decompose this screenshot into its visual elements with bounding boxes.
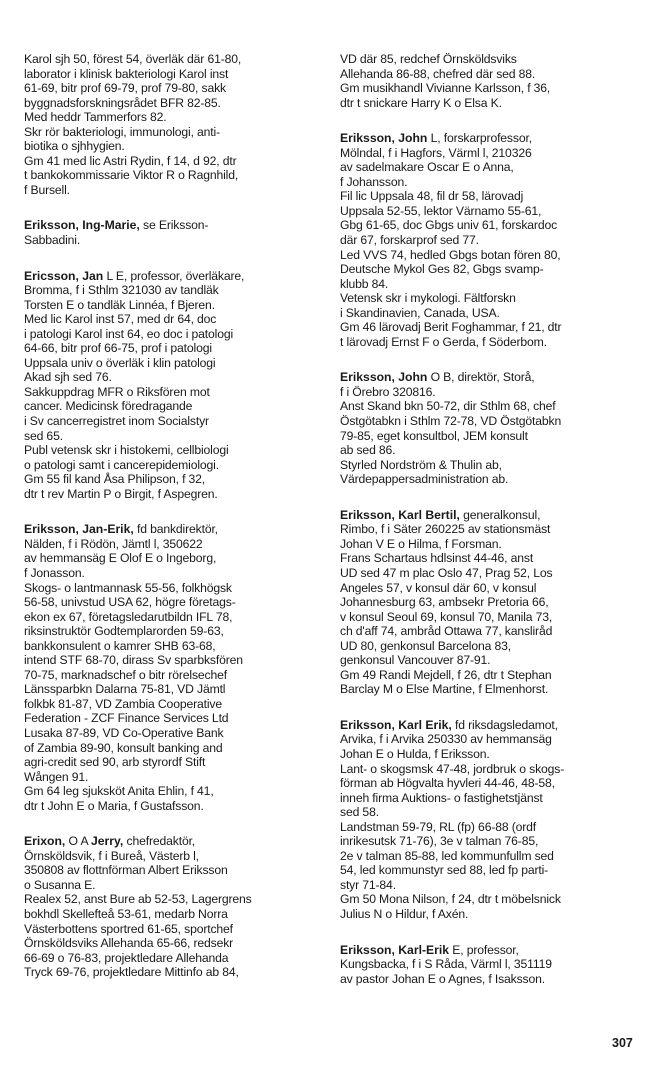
entry-line — [24, 595, 320, 610]
biography-entry — [340, 131, 650, 349]
entry-text: 66-69 o 76-83, projektledare Allehanda — [24, 950, 229, 965]
entry-text: i Skandinavien, Canada, USA. — [340, 305, 500, 320]
entry-text: folkbk 81-87, VD Zambia Cooperative — [24, 696, 222, 711]
entry-text: generalkonsul, — [459, 507, 541, 522]
entry-line — [340, 957, 650, 972]
entry-line — [340, 320, 650, 335]
entry-name: Eriksson, John — [340, 131, 428, 146]
entry-line — [24, 624, 320, 639]
entry-line — [24, 168, 320, 183]
entry-text: E, professor, — [449, 942, 519, 957]
entry-line — [340, 732, 650, 747]
entry-text: Länssparbkn Dalarna 75-81, VD Jämtl — [24, 682, 226, 697]
entry-text: L, forskarprofessor, — [427, 131, 532, 146]
entry-line — [340, 747, 650, 762]
entry-line — [340, 335, 650, 350]
biography-entry — [24, 522, 320, 813]
entry-text: Allehanda 86-88, chefred där sed 88. — [340, 66, 536, 81]
entry-text: bokhdl Skellefteå 53-61, medarb Norra — [24, 906, 228, 921]
entry-text: ch d'aff 74, ambråd Ottawa 77, kanslіråd — [340, 624, 553, 639]
entry-text: Johannesburg 63, ambsekr Pretoria 66, — [340, 595, 549, 610]
entry-text: intend STF 68-70, dirass Sv sparbksfören — [24, 653, 243, 668]
entry-text: 70-75, marknadschef o bitr rörelsechef — [24, 667, 227, 682]
entry-line — [24, 755, 320, 770]
entry-text: 2e v talman 85-88, led kommunfullm sed — [340, 848, 554, 863]
entry-line — [340, 595, 650, 610]
entry-text: byggnadsforskningsrådet BFR 82-85. — [24, 95, 221, 110]
entry-text: Örnsköldsviks Allehanda 65-66, redsekr — [24, 936, 234, 951]
entry-line — [24, 936, 320, 951]
entry-line — [340, 131, 650, 146]
entry-line — [24, 726, 320, 741]
entry-line — [340, 146, 650, 161]
entry-line — [340, 370, 650, 385]
entry-line — [340, 892, 650, 907]
entry-text: o patologi samt i cancerepidemiologi. — [24, 457, 219, 472]
entry-text: chefredaktör, — [123, 834, 196, 849]
entry-text: riksinstruktör Godtemplarorden 59-63, — [24, 624, 224, 639]
entry-line — [24, 269, 320, 284]
entry-text: förman ab Högvalta hyvleri 44-46, 48-58, — [340, 776, 555, 791]
entry-text: i patologi Karol inst 64, eo doc i patologi — [24, 326, 234, 341]
entry-text: Gm 55 fil kand Åsa Philipson, f 32, — [24, 472, 206, 487]
entry-line — [24, 711, 320, 726]
entry-line — [340, 943, 650, 958]
entry-line — [24, 951, 320, 966]
entry-text: Värdepappersadministration ab. — [340, 472, 509, 487]
entry-line — [340, 175, 650, 190]
entry-line — [24, 682, 320, 697]
entry-text: Skr rör bakteriologi, immunologi, anti- — [24, 124, 220, 139]
entry-text: Rimbo, f i Säter 260225 av stationsmäst — [340, 522, 551, 537]
entry-line — [340, 472, 650, 487]
entry-text: Med heddr Tammerfors 82. — [24, 110, 167, 125]
entry-line — [24, 892, 320, 907]
entry-text: Vetensk skr i mykologi. Fältforskn — [340, 291, 516, 306]
entry-line — [24, 537, 320, 552]
entry-text: Gm 49 Randi Mejdell, f 26, dtr t Stephan — [340, 667, 552, 682]
entry-line — [340, 668, 650, 683]
entry-line — [340, 96, 650, 111]
entry-line — [24, 770, 320, 785]
entry-text: Gm musikhandl Vivianne Karlsson, f 36, — [340, 81, 551, 96]
entry-line — [24, 741, 320, 756]
entry-line — [24, 639, 320, 654]
entry-line — [340, 458, 650, 473]
entry-text: t bankokommissarie Viktor R o Ragnhild, — [24, 168, 239, 183]
entry-text: f Jonasson. — [24, 565, 85, 580]
entry-text: Realex 52, anst Bure ab 52-53, Lagergrens — [24, 892, 252, 907]
entry-line — [24, 183, 320, 198]
biography-entry — [340, 718, 650, 922]
entry-line — [24, 849, 320, 864]
entry-line — [340, 805, 650, 820]
entry-text: O B, direktör, Storå, — [427, 370, 535, 385]
entry-text: av sadelmakare Oscar E o Anna, — [340, 160, 514, 175]
entry-line — [340, 306, 650, 321]
entry-text: t lärovadj Ernst F o Gerda, f Söderbom. — [340, 334, 547, 349]
entry-line — [340, 878, 650, 893]
entry-line — [340, 218, 650, 233]
entry-text: Torsten E o tandläk Linnéa, f Bjeren. — [24, 297, 215, 312]
entry-line — [24, 139, 320, 154]
entry-line — [24, 458, 320, 473]
entry-text: UD sed 47 m plac Oslo 47, Prag 52, Los — [340, 565, 553, 580]
entry-line — [24, 429, 320, 444]
entry-text: Gbg 61-65, doc Gbgs univ 61, forskardoc — [340, 218, 558, 233]
entry-text: L E, professor, överläkare, — [103, 268, 245, 283]
entry-text: UD 80, genkonsul Barcelona 83, — [340, 638, 511, 653]
entry-text: Bromma, f i Sthlm 321030 av tandläk — [24, 283, 219, 298]
entry-text: dtr t John E o Maria, f Gustafsson. — [24, 798, 204, 813]
entry-line — [24, 96, 320, 111]
entry-line — [24, 878, 320, 893]
entry-text: Gm 46 lärovadj Berit Foghammar, f 21, dtr — [340, 320, 562, 335]
entry-text: bankkonsulent o kamrer SHB 63-68, — [24, 638, 216, 653]
entry-line — [340, 820, 650, 835]
entry-text: Gm 41 med lic Astri Rydin, f 14, d 92, dtr — [24, 153, 237, 168]
entry-text: Fil lic Uppsala 48, fil dr 58, lärovadj — [340, 189, 524, 204]
entry-text: styr 71-84. — [340, 877, 396, 892]
entry-line — [340, 581, 650, 596]
entry-text: O A — [65, 834, 91, 849]
entry-text: Karol sjh 50, förest 54, överläk där 61-80, — [24, 52, 242, 66]
entry-line — [24, 581, 320, 596]
entry-text: Deutsche Mykol Ges 82, Gbgs svamp- — [340, 262, 544, 277]
entry-text: 54, led kommunstyr sed 88, led fp parti- — [340, 863, 549, 878]
entry-text: genkonsul Vancouver 87-91. — [340, 653, 491, 668]
entry-line — [24, 784, 320, 799]
entry-text: 61-69, bitr prof 69-79, prof 79-80, sakk — [24, 81, 226, 96]
entry-line — [340, 653, 650, 668]
entry-name: Eriksson, Ing-Marie, — [24, 218, 140, 233]
biography-entry — [340, 943, 650, 987]
entry-line — [24, 327, 320, 342]
entry-line — [340, 81, 650, 96]
entry-text: ekon ex 67, företagsledarutbildn IFL 78, — [24, 609, 233, 624]
entry-text: Skogs- o lantmannask 55-56, folkhögsk — [24, 580, 232, 595]
entry-line — [340, 849, 650, 864]
entry-text: 350808 av flottnförman Albert Eriksson — [24, 863, 228, 878]
entry-line — [340, 189, 650, 204]
entry-text: Angeles 57, v konsul där 60, v konsul — [340, 580, 537, 595]
biography-entry — [340, 370, 650, 486]
entry-text: Lant- o skogsmsk 47-48, jordbruk o skogs- — [340, 761, 565, 776]
entry-line — [340, 682, 650, 697]
entry-line — [340, 776, 650, 791]
entry-name: Eriksson, John — [340, 370, 428, 385]
entry-line — [24, 385, 320, 400]
entry-text: Uppsala univ o överläk i klin patologi — [24, 355, 216, 370]
page-number: 307 — [612, 1036, 633, 1050]
entry-text: Nälden, f i Rödön, Jämtl l, 350622 — [24, 536, 203, 551]
entry-text: Publ vetensk skr i histokemi, cellbiologi — [24, 443, 229, 458]
entry-line — [24, 312, 320, 327]
entry-name: Erixon, — [24, 834, 66, 849]
entry-text: Örnsköldsvik, f i Bureå, Västerb l, — [24, 848, 199, 863]
entry-text: cancer. Medicinsk föredragande — [24, 399, 193, 414]
entry-text: Johan V E o Hilma, f Forsman. — [340, 536, 502, 551]
entry-line — [24, 566, 320, 581]
entry-line — [24, 283, 320, 298]
entry-line — [24, 551, 320, 566]
entry-text: Wången 91. — [24, 769, 89, 784]
entry-text: Julius N o Hildur, f Axén. — [340, 906, 469, 921]
entry-text: Arvika, f i Arvika 250330 av hemmansäg — [340, 732, 552, 747]
entry-name: Eriksson, Karl Erik, — [340, 717, 452, 732]
entry-line — [340, 277, 650, 292]
entry-text: 56-58, univstud USA 62, högre företags- — [24, 595, 236, 610]
entry-line — [24, 443, 320, 458]
entry-line — [340, 204, 650, 219]
entry-line — [24, 125, 320, 140]
entry-line — [340, 262, 650, 277]
biography-entry — [24, 269, 320, 502]
entry-line — [340, 443, 650, 458]
entry-text: Östgötabkn i Sthlm 72-78, VD Östgötabkn — [340, 414, 562, 429]
entry-line — [24, 218, 320, 233]
entry-text: Sakkuppdrag MFR o Riksfören mot — [24, 384, 210, 399]
entry-line — [340, 907, 650, 922]
entry-text: Johan E o Hulda, f Eriksson. — [340, 746, 490, 761]
biography-entry — [24, 834, 320, 979]
entry-text: Sabbadini. — [24, 233, 81, 248]
entry-line — [24, 414, 320, 429]
entry-line — [24, 356, 320, 371]
entry-line — [24, 472, 320, 487]
entry-text: i Sv cancerregistret inom Socialstyr — [24, 414, 209, 429]
entry-text: Lusaka 87-89, VD Co-Operative Bank — [24, 725, 224, 740]
entry-text: biotika o sjhhygien. — [24, 139, 125, 154]
entry-line — [340, 52, 650, 67]
entry-line — [24, 522, 320, 537]
entry-line — [340, 863, 650, 878]
entry-line — [24, 487, 320, 502]
entry-line — [340, 522, 650, 537]
entry-line — [340, 399, 650, 414]
entry-text: där 67, forskarprof sed 77. — [340, 233, 479, 248]
entry-line — [24, 233, 320, 248]
entry-line — [24, 67, 320, 82]
entry-line — [340, 762, 650, 777]
entry-text: Akad sjh sed 76. — [24, 370, 112, 385]
entry-text: v konsul Seoul 69, konsul 70, Manila 73, — [340, 609, 553, 624]
entry-name: Jerry, — [90, 834, 124, 849]
entry-line — [340, 718, 650, 733]
entry-text: f Johansson. — [340, 174, 408, 189]
entry-line — [24, 668, 320, 683]
entry-line — [24, 341, 320, 356]
entry-text: Barclay M o Else Martine, f Elmenhorst. — [340, 682, 549, 697]
entry-text: Federation - ZCF Finance Services Ltd — [24, 711, 229, 726]
entry-text: inrikesutsk 71-76), 3e v talman 76-85, — [340, 834, 539, 849]
entry-text: 79-85, eget konsultbol, JEM konsult — [340, 428, 528, 443]
entry-text: f Bursell. — [24, 182, 70, 197]
entry-text: Mölndal, f i Hagfors, Värml l, 210326 — [340, 145, 532, 160]
entry-text: fd bankdirektör, — [133, 522, 218, 537]
right-column — [340, 52, 650, 1007]
entry-text: agri-credit sed 90, arb styrordf Stift — [24, 755, 206, 770]
entry-text: Gm 64 leg sjuksköt Anita Ehlin, f 41, — [24, 784, 214, 799]
entry-line — [24, 110, 320, 125]
entry-line — [340, 160, 650, 175]
entry-line — [340, 972, 650, 987]
entry-text: f i Örebro 320816. — [340, 384, 436, 399]
entry-name: Ericsson, Jan — [24, 268, 104, 283]
entry-line — [24, 653, 320, 668]
entry-line — [340, 624, 650, 639]
entry-line — [340, 248, 650, 263]
entry-text: Tryck 69-76, projektledare Mittinfo ab 84, — [24, 965, 239, 980]
entry-line — [340, 791, 650, 806]
entry-line — [24, 81, 320, 96]
entry-text: 64-66, bitr prof 66-75, prof i patologi — [24, 341, 212, 356]
biography-entry — [340, 508, 650, 697]
entry-text: Gm 50 Mona Nilson, f 24, dtr t möbelsnick — [340, 892, 561, 907]
entry-text: Landstman 59-79, RL (fp) 66-88 (ordf — [340, 819, 537, 834]
left-column — [24, 52, 320, 1001]
entry-line — [340, 233, 650, 248]
entry-text: klubb 84. — [340, 276, 389, 291]
entry-text: VD där 85, redchef Örnsköldsviks — [340, 52, 517, 66]
entry-line — [24, 965, 320, 980]
entry-name: Eriksson, Karl Bertil, — [340, 507, 460, 522]
entry-line — [340, 834, 650, 849]
entry-line — [24, 834, 320, 849]
entry-text: Styrled Nordström & Thulin ab, — [340, 457, 502, 472]
entry-text: ab sed 86. — [340, 443, 396, 458]
entry-text: laborator i klinisk bakteriologi Karol inst — [24, 66, 229, 81]
entry-text: of Zambia 89-90, konsult banking and — [24, 740, 223, 755]
entry-text: fd riksdagsledamot, — [451, 717, 558, 732]
entry-text: inneh firma Auktions- o fastighetstjänst — [340, 790, 543, 805]
entry-text: sed 58. — [340, 805, 379, 820]
biography-entry — [24, 52, 320, 197]
entry-line — [340, 291, 650, 306]
entry-line — [24, 399, 320, 414]
biography-entry — [340, 52, 650, 110]
entry-text: dtr t snickare Harry K o Elsa K. — [340, 95, 502, 110]
entry-line — [24, 863, 320, 878]
entry-text: o Susanna E. — [24, 877, 96, 892]
entry-line — [340, 385, 650, 400]
entry-text: se Eriksson- — [139, 218, 209, 233]
entry-line — [24, 154, 320, 169]
entry-line — [340, 537, 650, 552]
entry-line — [24, 922, 320, 937]
entry-line — [24, 298, 320, 313]
entry-text: dtr t rev Martin P o Birgit, f Aspegren. — [24, 486, 218, 501]
entry-line — [340, 551, 650, 566]
entry-text: av pastor Johan E o Agnes, f Isaksson. — [340, 971, 545, 986]
entry-line — [340, 508, 650, 523]
entry-line — [24, 799, 320, 814]
entry-text: av hemmansäg E Olof E o Ingeborg, — [24, 551, 217, 566]
biography-entry — [24, 218, 320, 247]
entry-text: Kungsbacka, f i S Råda, Värml l, 351119 — [340, 957, 552, 972]
entry-name: Eriksson, Jan-Erik, — [24, 522, 134, 537]
entry-line — [340, 414, 650, 429]
entry-text: Uppsala 52-55, lektor Värnamo 55-61, — [340, 203, 542, 218]
entry-name: Eriksson, Karl-Erik — [340, 942, 450, 957]
entry-line — [24, 907, 320, 922]
entry-line — [24, 610, 320, 625]
entry-line — [24, 697, 320, 712]
entry-line — [340, 639, 650, 654]
entry-text: Med lic Karol inst 57, med dr 64, doc — [24, 312, 217, 327]
entry-text: Led VVS 74, hedled Gbgs botan fören 80, — [340, 247, 561, 262]
entry-text: sed 65. — [24, 428, 63, 443]
entry-line — [340, 429, 650, 444]
entry-line — [340, 610, 650, 625]
entry-text: Västerbottens sportred 61-65, sportchef — [24, 921, 233, 936]
entry-line — [24, 370, 320, 385]
entry-line — [340, 566, 650, 581]
entry-text: Anst Skand bkn 50-72, dir Sthlm 68, chef — [340, 399, 556, 414]
entry-line — [340, 67, 650, 82]
entry-line — [24, 52, 320, 67]
entry-text: Frans Schartaus hdlsinst 44-46, anst — [340, 551, 534, 566]
